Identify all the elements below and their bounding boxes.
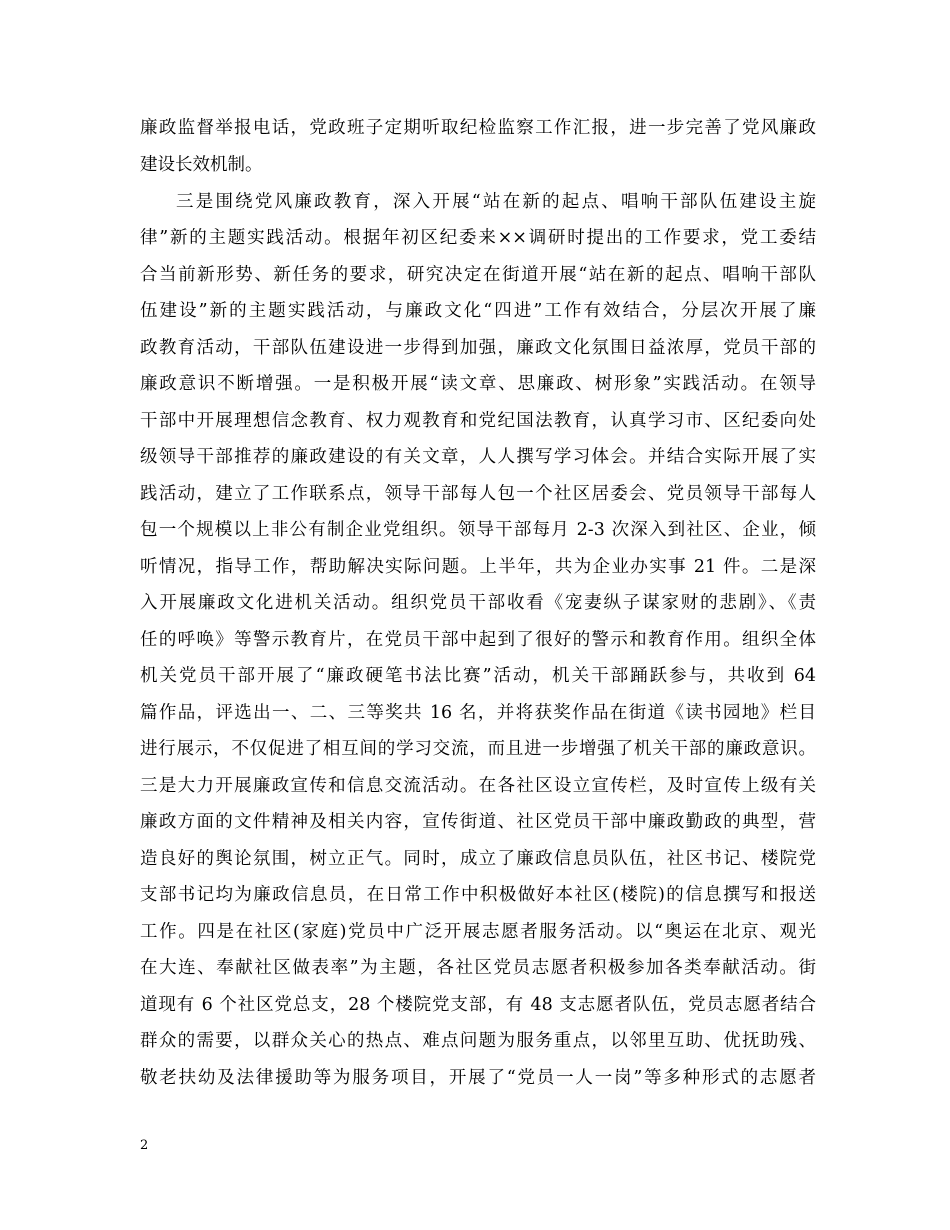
body-text-line: 干部中开展理想信念教育、权力观教育和党纪国法教育，认真学习市、区纪委向处	[140, 411, 816, 431]
body-text-line: 工作。四是在社区(家庭)党员中广泛开展志愿者服务活动。以“奥运在北京、观光	[140, 922, 816, 942]
body-text-line: 合当前新形势、新任务的要求，研究决定在街道开展“站在新的起点、唱响干部队	[140, 265, 816, 285]
body-text-line: 支部书记均为廉政信息员，在日常工作中积极做好本社区(楼院)的信息撰写和报送	[140, 885, 816, 905]
body-text-line: 入开展廉政文化进机关活动。组织党员干部收看《宠妻纵子谋家财的悲剧》、《责	[140, 593, 816, 613]
body-text-line: 敬老扶幼及法律援助等为服务项目，开展了“党员一人一岗”等多种形式的志愿者	[140, 1068, 816, 1088]
body-text-line: 建设长效机制。	[140, 155, 263, 175]
body-text-line: 任的呼唤》等警示教育片，在党员干部中起到了很好的警示和教育作用。组织全体	[140, 630, 816, 650]
body-text-line: 廉政监督举报电话，党政班子定期听取纪检监察工作汇报，进一步完善了党风廉政	[140, 118, 816, 138]
body-text-line: 在大连、奉献社区做表率”为主题，各社区党员志愿者积极参加各类奉献活动。街	[140, 958, 816, 978]
body-text-line: 进行展示，不仅促进了相互间的学习交流，而且进一步增强了机关干部的廉政意识。	[140, 739, 816, 759]
body-text-line: 听情况，指导工作，帮助解决实际问题。上半年，共为企业办实事 21 件。二是深	[140, 557, 816, 577]
body-text-line: 廉政方面的文件精神及相关内容，宣传街道、社区党员干部中廉政勤政的典型，营	[140, 812, 816, 832]
body-text-line: 造良好的舆论氛围，树立正气。同时，成立了廉政信息员队伍，社区书记、楼院党	[140, 849, 816, 869]
paragraph-first-line: 三是围绕党风廉政教育，深入开展“站在新的起点、唱响干部队伍建设主旋	[176, 192, 816, 212]
body-text-line: 群众的需要，以群众关心的热点、难点问题为服务重点，以邻里互助、优抚助残、	[140, 1031, 816, 1051]
body-text-line: 三是大力开展廉政宣传和信息交流活动。在各社区设立宣传栏，及时宣传上级有关	[140, 776, 816, 796]
body-text-line: 律”新的主题实践活动。根据年初区纪委来××调研时提出的工作要求，党工委结	[140, 228, 816, 248]
body-text-line: 伍建设”新的主题实践活动，与廉政文化“四进”工作有效结合，分层次开展了廉	[140, 301, 816, 321]
body-text-line: 级领导干部推荐的廉政建设的有关文章，人人撰写学习体会。并结合实际开展了实	[140, 447, 816, 467]
body-text-line: 篇作品，评选出一、二、三等奖共 16 名，并将获奖作品在街道《读书园地》栏目	[140, 703, 816, 723]
body-text-line: 政教育活动，干部队伍建设进一步得到加强，廉政文化氛围日益浓厚，党员干部的	[140, 338, 816, 358]
page-number: 2	[140, 1138, 149, 1153]
body-text-line: 包一个规模以上非公有制企业党组织。领导干部每月 2-3 次深入到社区、企业，倾	[140, 520, 816, 540]
body-text-line: 机关党员干部开展了“廉政硬笔书法比赛”活动，机关干部踊跃参与，共收到 64	[140, 666, 816, 686]
body-text-line: 道现有 6 个社区党总支，28 个楼院党支部，有 48 支志愿者队伍，党员志愿者结合	[140, 995, 816, 1015]
body-text-line: 践活动，建立了工作联系点，领导干部每人包一个社区居委会、党员领导干部每人	[140, 484, 816, 504]
body-text-line: 廉政意识不断增强。一是积极开展“读文章、思廉政、树形象”实践活动。在领导	[140, 374, 816, 394]
